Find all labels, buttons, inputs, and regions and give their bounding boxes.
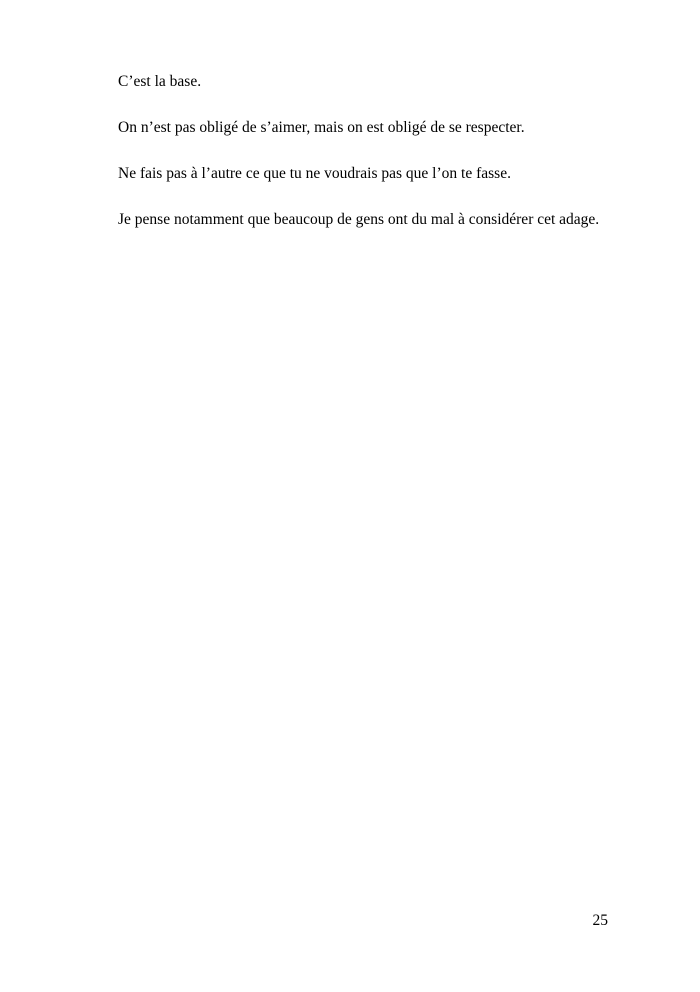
- paragraph-3: Ne fais pas à l’autre ce que tu ne voudrais pas que l’on te fasse.: [118, 164, 511, 182]
- paragraph-1: C’est la base.: [118, 73, 202, 90]
- body-text: [92, 72, 608, 231]
- paragraph-4: Je pense notamment que beaucoup de gens ont du mal à considérer cet adage.: [118, 210, 600, 228]
- page-number: 25: [592, 912, 608, 929]
- paragraph-2: On n’est pas obligé de s’aimer, mais on est obligé de se respecter.: [118, 118, 525, 136]
